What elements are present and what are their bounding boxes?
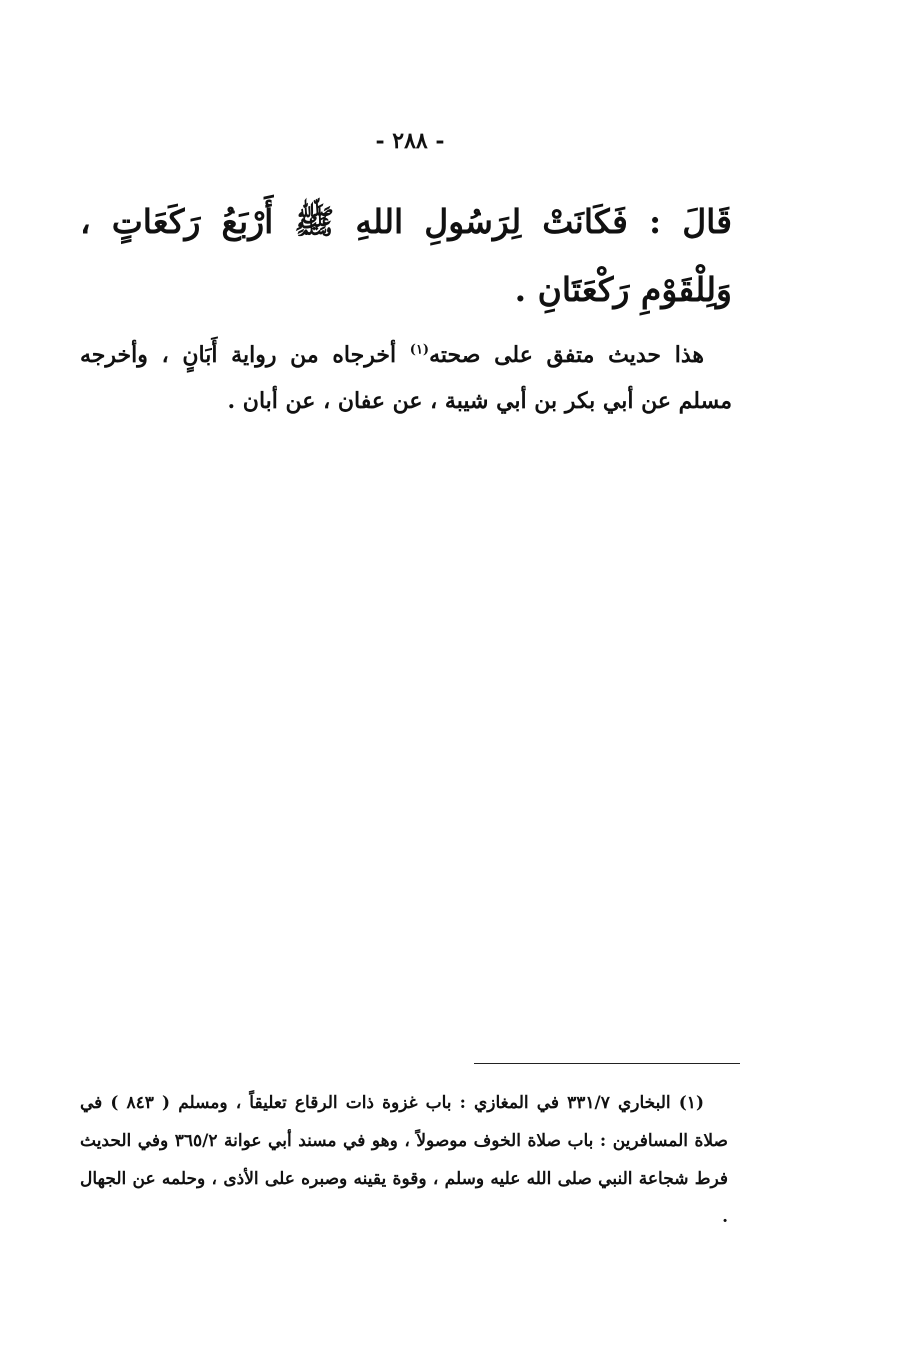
hadith-paragraph: قَالَ : فَكَانَتْ لِرَسُولِ اللهِ ﷺ أَرْبَعُ رَكَعَاتٍ ، وَلِلْقَوْمِ رَكْعَتَانِ . xyxy=(80,202,732,309)
commentary xyxy=(80,332,732,424)
footnote-divider xyxy=(474,1063,740,1064)
footnote-marker: (١) xyxy=(409,342,430,358)
commentary-text-end: أخرجاه من رواية أَبَانٍ ، وأخرجه مسلم عن أبي بكر بن أبي شيبة ، عن عفان ، عن أبان . xyxy=(80,342,732,414)
footnote-1: (١) البخاري ٣٣١/٧ في المغازي : باب غزوة ذات الرقاع تعليقاً ، ومسلم ( ٨٤٣ ) في صلاة المسافرين : باب صلاة الخوف موصولاً ، وهو في مسند أبي عوانة ٣٦٥/٢ وفي الحديث فرط شجاعة النبي صلى الله عليه وسلم ، وقوة يقينه وصبره على الأذى ، وحلمه عن الجهال . xyxy=(80,1093,728,1227)
commentary-text-start: هذا حديث متفق على صحته xyxy=(429,342,704,368)
page-number: - ٢٨٨ - xyxy=(375,128,445,154)
commentary-paragraph xyxy=(80,332,732,424)
hadith-text xyxy=(80,188,732,324)
footnotes xyxy=(80,1084,728,1236)
